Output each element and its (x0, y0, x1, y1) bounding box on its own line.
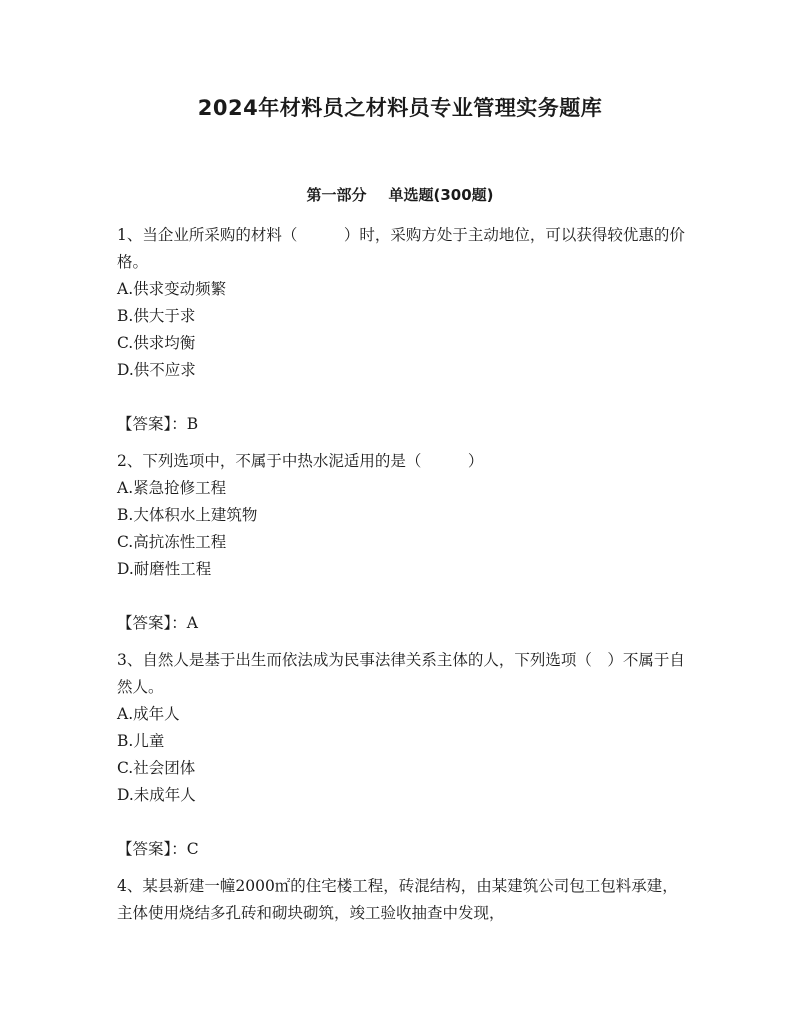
option-d: D.供不应求 (117, 361, 196, 379)
option-c: C.供求均衡 (117, 334, 196, 352)
answer-value: C (186, 840, 199, 858)
option-a: A.紧急抢修工程 (117, 479, 227, 497)
option-b: B.大体积水上建筑物 (117, 506, 258, 524)
question-list (117, 222, 687, 927)
option-b: B.儿童 (117, 732, 165, 750)
question-stem: 2、下列选项中，不属于中热水泥适用的是（ ） (117, 452, 484, 470)
answer-value: B (186, 415, 199, 433)
question-stem: 3、自然人是基于出生而依法成为民事法律关系主体的人，下列选项（ ）不属于自然人。 (117, 651, 685, 696)
answer-prefix: 【答案】： (117, 614, 187, 632)
question-4 (117, 873, 687, 927)
question-1 (117, 222, 687, 438)
answer-line (117, 610, 687, 637)
option-a: A.供求变动频繁 (117, 280, 227, 298)
answer-prefix: 【答案】： (117, 415, 187, 433)
section-part: 第一部分 (306, 186, 367, 204)
answer-prefix: 【答案】： (117, 840, 187, 858)
question-3 (117, 647, 687, 863)
answer-line (117, 411, 687, 438)
option-b: B.供大于求 (117, 307, 196, 325)
option-d: D.未成年人 (117, 786, 196, 804)
document-title: 2024年材料员之材料员专业管理实务题库 (197, 96, 603, 120)
answer-value: A (186, 614, 198, 632)
answer-line (117, 836, 687, 863)
option-c: C.社会团体 (117, 759, 196, 777)
question-2 (117, 448, 687, 637)
section-name: 单选题(300题) (388, 186, 494, 204)
option-c: C.高抗冻性工程 (117, 533, 227, 551)
option-a: A.成年人 (117, 705, 180, 723)
question-stem: 1、当企业所采购的材料（ ）时，采购方处于主动地位，可以获得较优惠的价格。 (117, 226, 685, 271)
section-heading (0, 184, 800, 205)
option-d: D.耐磨性工程 (117, 560, 212, 578)
question-stem: 4、某县新建一幢2000㎡的住宅楼工程，砖混结构，由某建筑公司包工包料承建，主体使用烧结多孔砖和砌块砌筑，竣工验收抽查中发现， (117, 877, 678, 922)
